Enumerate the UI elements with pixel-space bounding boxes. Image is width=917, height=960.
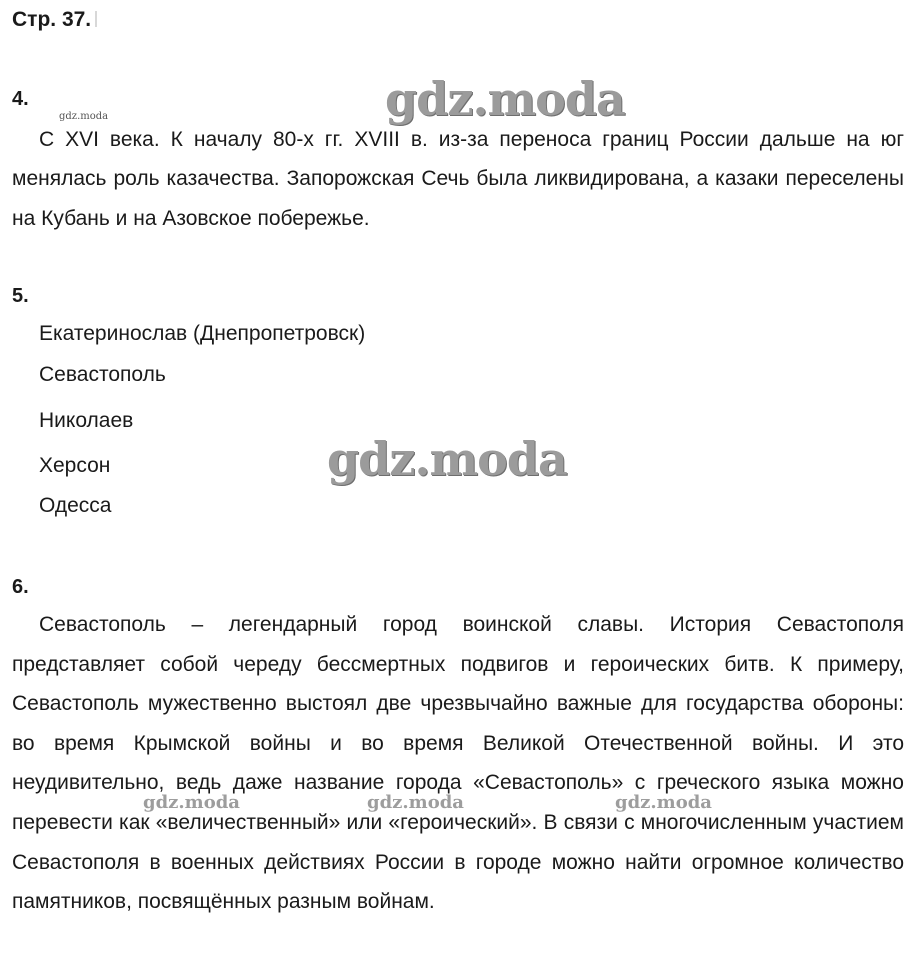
task-4-number: 4. <box>12 88 29 110</box>
task-4-answer-text: С XVI века. К началу 80-х гг. XVIII в. из-за переноса границ России дальше на юг менялась роль казачества. Запорожская Сечь была ликвидирована, а казаки переселены на Кубань и на Азовское побережье. <box>12 128 904 230</box>
task-6-number: 6. <box>12 576 29 598</box>
city-list-item: Николаев <box>39 409 134 432</box>
city-list-item: Севастополь <box>39 363 166 386</box>
page-label: Стр. 37. <box>12 8 92 31</box>
watermark-small-text: gdz.moda <box>59 111 109 122</box>
page-header <box>12 6 97 34</box>
text-cursor-mark <box>95 11 97 27</box>
city-list-item: Одесса <box>39 494 112 517</box>
city-list-item: Екатеринослав (Днепропетровск) <box>39 322 366 345</box>
city-list-item: Херсон <box>39 454 111 477</box>
watermark-logo: gdz.moda <box>327 432 567 486</box>
watermark-small-text: gdz.moda <box>143 792 240 813</box>
watermark-small-text: gdz.moda <box>367 792 464 813</box>
task-6-answer-text: Севастополь – легендарный город воинской славы. История Севастополя представляет собой череду бессмертных подвигов и героических битв. К примеру, Севастополь мужественно выстоял две чрезвычайно важные для государства обороны: во время Крымской войны и во время Великой Отечественной войны. И это неудивительно, ведь даже название города «Севастополь» с греческого языка можно перевести как «величественный» или «героический». В связи с многочисленным участием Севастополя в военных действиях России в городе можно найти огромное количество памятников, посвящённых разным войнам. <box>12 613 904 914</box>
watermark-logo: gdz.moda <box>385 72 625 126</box>
task-5-number: 5. <box>12 285 29 307</box>
watermark-small-text: gdz.moda <box>615 792 712 813</box>
